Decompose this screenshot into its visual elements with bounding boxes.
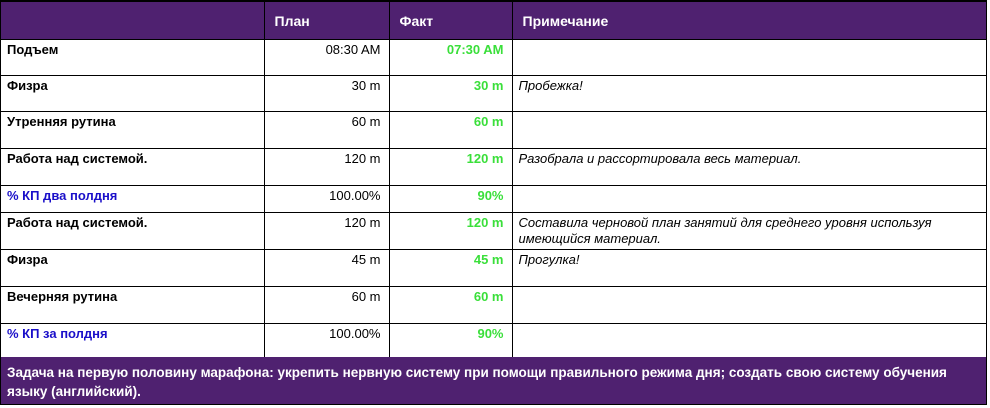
note-cell[interactable]: Разобрала и рассортировала весь материал.	[512, 149, 986, 186]
header-cell-note[interactable]: Примечание	[512, 2, 986, 40]
plan-cell[interactable]: 120 m	[264, 149, 389, 186]
plan-cell[interactable]: 45 m	[264, 250, 389, 287]
header-cell-fact[interactable]: Факт	[389, 2, 512, 40]
fact-cell[interactable]: 90%	[389, 186, 512, 213]
note-cell[interactable]: Пробежка!	[512, 76, 986, 112]
row-label-cell[interactable]: Подъем	[1, 40, 264, 76]
header-cell-plan[interactable]: План	[264, 2, 389, 40]
row-label-cell[interactable]: Вечерняя рутина	[1, 287, 264, 324]
fact-cell[interactable]: 30 m	[389, 76, 512, 112]
note-cell[interactable]: Прогулка!	[512, 250, 986, 287]
plan-cell[interactable]: 30 m	[264, 76, 389, 112]
note-cell[interactable]	[512, 40, 986, 76]
row-label-cell[interactable]: Физра	[1, 76, 264, 112]
note-cell[interactable]	[512, 287, 986, 324]
fact-cell[interactable]: 120 m	[389, 149, 512, 186]
header-row	[1, 2, 986, 40]
plan-cell[interactable]: 100.00%	[264, 186, 389, 213]
table-row	[1, 40, 986, 76]
plan-cell[interactable]: 100.00%	[264, 324, 389, 359]
row-label-cell[interactable]: Физра	[1, 250, 264, 287]
row-label-cell[interactable]: Утренняя рутина	[1, 112, 264, 149]
row-label-cell[interactable]: Работа над системой.	[1, 213, 264, 250]
kpi-label-cell[interactable]: % КП за полдня	[1, 324, 264, 359]
fact-cell[interactable]: 60 m	[389, 287, 512, 324]
fact-cell[interactable]: 120 m	[389, 213, 512, 250]
plan-cell[interactable]: 60 m	[264, 287, 389, 324]
fact-cell[interactable]: 60 m	[389, 112, 512, 149]
daily-plan-table	[1, 1, 987, 359]
fact-cell[interactable]: 45 m	[389, 250, 512, 287]
note-cell[interactable]	[512, 324, 986, 359]
plan-cell[interactable]: 120 m	[264, 213, 389, 250]
note-cell[interactable]: Составила черновой план занятий для среднего уровня используя имеющийся материал.	[512, 213, 986, 250]
table-row	[1, 287, 986, 324]
marathon-goal-footer[interactable]: Задача на первую половину марафона: укрепить нервную систему при помощи правильного режима дня; создать свою систему обучения языку (английский).	[1, 357, 986, 404]
row-label-cell[interactable]: Работа над системой.	[1, 149, 264, 186]
table-row	[1, 213, 986, 250]
plan-cell[interactable]: 60 m	[264, 112, 389, 149]
kpi-label-cell[interactable]: % КП два полдня	[1, 186, 264, 213]
table-row	[1, 149, 986, 186]
table-row	[1, 112, 986, 149]
table-row	[1, 250, 986, 287]
note-cell[interactable]	[512, 112, 986, 149]
table-row	[1, 76, 986, 112]
table-row-kpi	[1, 186, 986, 213]
table-row-kpi	[1, 324, 986, 359]
header-cell-label[interactable]	[1, 2, 264, 40]
fact-cell[interactable]: 90%	[389, 324, 512, 359]
note-cell[interactable]	[512, 186, 986, 213]
plan-cell[interactable]: 08:30 AM	[264, 40, 389, 76]
fact-cell[interactable]: 07:30 AM	[389, 40, 512, 76]
